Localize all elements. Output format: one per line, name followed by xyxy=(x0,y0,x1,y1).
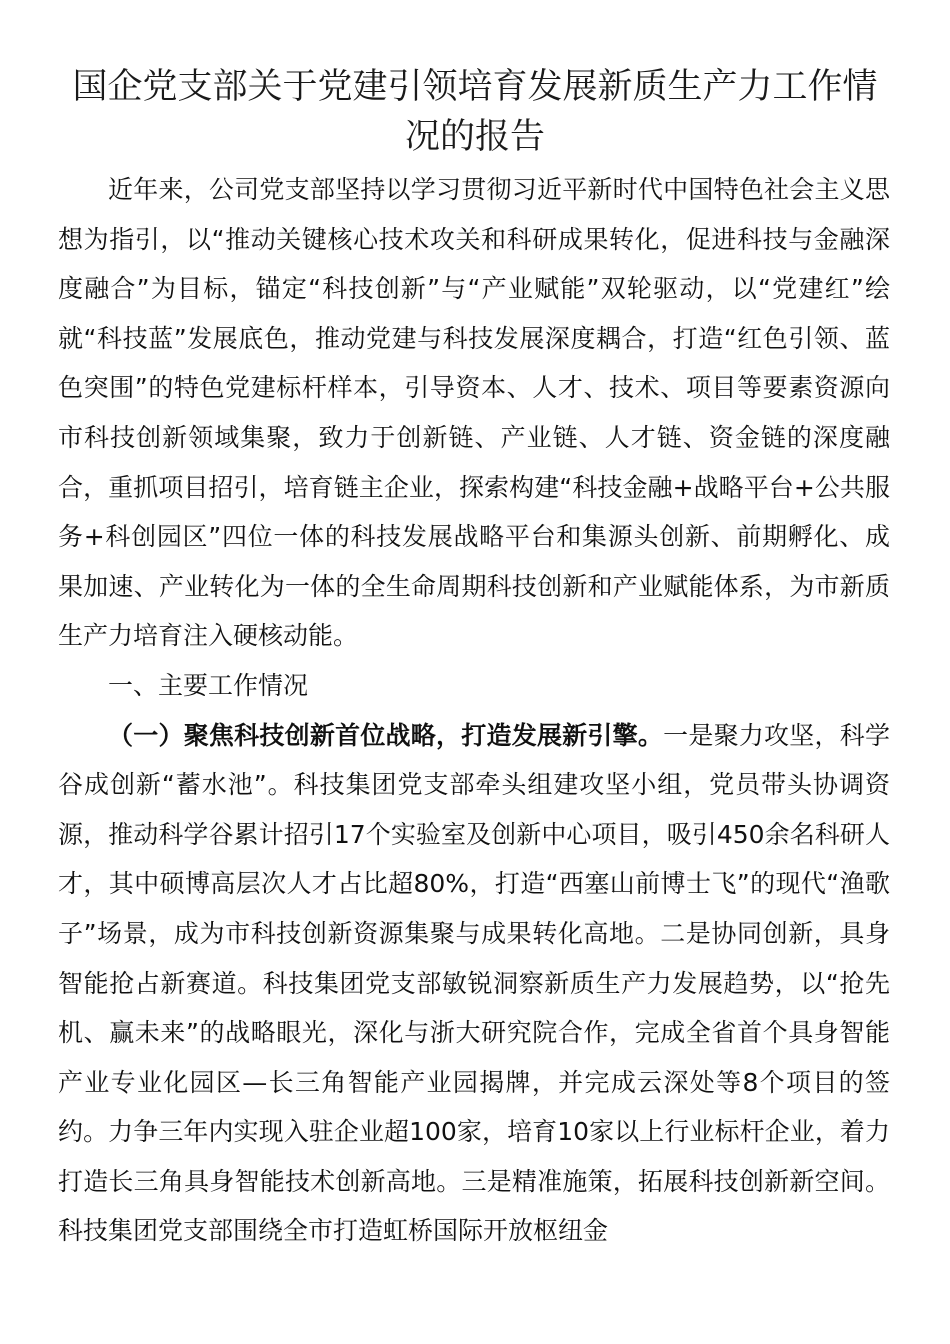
document-title: 国企党支部关于党建引领培育发展新质生产力工作情况的报告 xyxy=(72,67,878,157)
document-body xyxy=(58,165,890,1256)
intro-paragraph: 近年来，公司党支部坚持以学习贯彻习近平新时代中国特色社会主义思想为指引，以“推动关键核心技术攻关和科研成果转化，促进科技与金融深度融合”为目标，锚定“科技创新”与“产业赋能”双轮驱动，以“党建红”绘就“科技蓝”发展底色，推动党建与科技发展深度耦合，打造“红色引领、蓝色突围”的特色党建标杆样本，引导资本、人才、技术、项目等要素资源向市科技创新领域集聚，致力于创新链、产业链、人才链、资金链的深度融合，重抓项目招引，培育链主企业，探索构建“科技金融+战略平台+公共服务+科创园区”四位一体的科技发展战略平台和集源头创新、前期孵化、成果加速、产业转化为一体的全生命周期科技创新和产业赋能体系，为市新质生产力培育注入硬核动能。 xyxy=(58,175,890,651)
subsection-body: 一是聚力攻坚，科学谷成创新“蓄水池”。科技集团党支部牵头组建攻坚小组，党员带头协调资源，推动科学谷累计招引17个实验室及创新中心项目，吸引450余名科研人才，其中硕博高层次人才占比超80%，打造“西塞山前博士飞”的现代“渔歌子”场景，成为市科技创新资源集聚与成果转化高地。二是协同创新，具身智能抢占新赛道。科技集团党支部敏锐洞察新质生产力发展趋势，以“抢先机、赢未来”的战略眼光，深化与浙大研究院合作，完成全省首个具身智能产业专业化园区—长三角智能产业园揭牌，并完成云深处等8个项目的签约。力争三年内实现入驻企业超100家，培育10家以上行业标杆企业，着力打造长三角具身智能技术创新高地。三是精准施策，拓展科技创新新空间。科技集团党支部围绕全市打造虹桥国际开放枢纽金 xyxy=(58,720,890,1246)
section-heading: 一、主要工作情况 xyxy=(108,670,309,700)
subsection-lead: （一）聚焦科技创新首位战略，打造发展新引擎。 xyxy=(108,720,664,750)
subsection-paragraph xyxy=(58,711,890,1257)
